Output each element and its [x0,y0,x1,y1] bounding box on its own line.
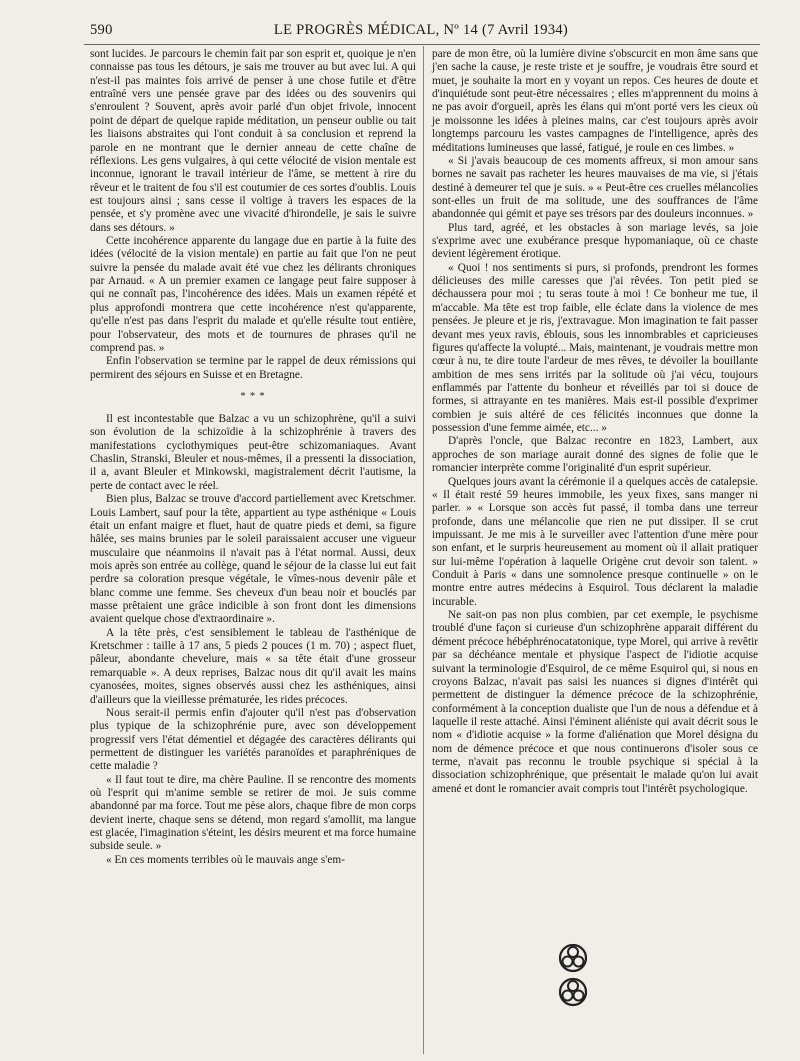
right-column [432,48,758,796]
fleuron-icon [558,977,588,1007]
paragraph: Ne sait-on pas non plus combien, par cet exemple, le psychisme troublé d'une façon si curieuse d'un schizophrène apparait différent du dément précoce hébéphrénocatatonique, type Morel, qui arrive à revêtir par sa déchéance mentale et physique l'aspect de l'idiotie acquise suivant la terminologie d'Esquirol, de ce même Esquirol qui, si nous en croyons Balzac, n'avait pas saisi les nuances si dignes d'intérêt qui permettent de distinguer la démence précoce de la schizophrénie, conformément à la conception dualiste que l'un de nous a défendue et à laquelle il reste attaché. Ainsi l'éminent aliéniste qui avait décrit sous le nom « d'idiotie acquise » la forme d'aliénation que Morel désigna du nom de démence précoce et que nous continuerons d'isoler sous ce terme, n'avait pas reconnu le trouble psychique si spécial à la dissociation schizophrénique, que présentait le malade qu'on lui avait amené et dont le romancier avait compris tout l'intérêt psychologique. [432,609,758,795]
paragraph: Enfin l'observation se termine par le rappel de deux rémissions qui permirent des séjours en Suisse et en Bretagne. [90,355,416,381]
journal-title: LE PROGRÈS MÉDICAL, Nº 14 (7 Avril 1934) [273,22,569,38]
section-separator: * * * [240,390,266,402]
paragraph: « Si j'avais beaucoup de ces moments affreux, si mon amour sans bornes ne savait pas racheter les heures mauvaises de ma vie, si j'étais destiné à demeurer tel que je suis. » « Peut-être ces cruelles mélancolies sont-elles un fruit de ma solitude, une des souffrances de l'âme abandonnée qui gémit et paye ses trésors par des douleurs inconnues. » [432,154,758,221]
paragraph: Il est incontestable que Balzac a vu un schizophrène, qu'il a suivi son évolution de la schizoïdie à la schizophrénie à travers des manifestations cyclothymiques peut-être schizomaniaques. Avant Chaslin, Stranski, Bleuler et nous-mêmes, il a pressenti la dissociation, il a, avant Bleuler et Minkowski, magistralement décrit l'autisme, la perte de contact avec le réel. [90,412,416,492]
paragraph: « Il faut tout te dire, ma chère Pauline. Il se rencontre des moments où l'esprit qui m'anime semble se retirer de moi. Je suis comme abandonné par ma force. Tout me pèse alors, chaque fibre de mon corps devient inerte, chaque sens se détend, mon regard s'amollit, ma langue est glacée, l'imagination s'éteint, les désirs meurent et ma force humaine subside seule. » [90,773,416,853]
paragraph: D'après l'oncle, que Balzac recontre en 1823, Lambert, aux approches de son mariage aurait donné des signes de folie que le romancier interprète comme l'originalité d'un esprit supérieur. [432,435,758,475]
page-header [90,22,752,44]
paragraph: Nous serait-il permis enfin d'ajouter qu'il n'est pas d'observation plus typique de la schizophrénie pure, avec son développement progressif vers l'état démentiel et dégagée des caractères délirants qui permettent de distinguer les variétés paranoïdes et paraphréniques de cette maladie ? [90,706,416,773]
paragraph: pare de mon être, où la lumière divine s'obscurcit en mon âme sans que j'en sache la cause, je reste triste et je souffre, je voudrais être sourd et muet, je souhaite la mort en y voyant un repos. Ces heures de doute et d'inquiétude sont peut-être nécessaires ; elles m'apprennent du moins à ne pas avoir d'orgueil, après les élans qui m'ont porté vers les cieux où je moissonne les idées à pleines mains, car c'est toujours après avoir longtemps parcouru les vastes campagnes de l'intelligence, après des méditations lumineuses que lassé, fatigué, je roule en ces limbes. » [432,48,758,154]
paragraph: Bien plus, Balzac se trouve d'accord partiellement avec Kretschmer. Louis Lambert, sauf pour la tête, appartient au type asthénique « Louis était un enfant maigre et fluet, haut de quatre pieds et demi, sa figure hâlée, ses mains brunies par le soleil paraissaient accuser une vigueur musculaire que néanmoins il n'avait pas à l'état normal. Aussi, deux mois après son entrée au collège, quand le séjour de la classe lui eut fait perdre sa coloration presque végétale, le vîmes-nous devenir pâle et blanc comme une femme. Ses cheveux d'un beau noir et bouclés par masse prêtaient une grâce indicible à son front dont les dimensions avaient quelque chose d'extraordinaire ». [90,493,416,626]
paragraph: Cette incohérence apparente du langage due en partie à la fuite des idées (vélocité de la vision mentale) en partie au fait que l'on ne peut suivre la pensée du malade avait été vue chez les délirants chroniques par Arnaud. « A un premier examen ce langage peut faire supposer à qui ne connaît pas, l'incohérence des idées. Mais un examen répété et plus approfondi montrera que cette incohérence n'est qu'apparente, qu'elle n'est pas dans l'esprit du malade et qu'elle résulte tout entière, pour l'observateur, des mots et de tournures de phrases qu'il ne comprend pas. » [90,235,416,354]
fleuron-icon [558,943,588,973]
paragraph: A la tête près, c'est sensiblement le tableau de l'asthénique de Kretschmer : taille à 17 ans, 5 pieds 2 pouces (1 m. 70) ; aspect fluet, pâleur, abondante chevelure, mais « sa tête était d'une grosseur remarquable ». A deux reprises, Balzac nous dit qu'il avait les mains cyanosées, moites, signes observés aussi chez les asthéniques, ainsi d'ailleurs que la vieillesse prématurée, les rides précoces. [90,626,416,706]
paragraph: « En ces moments terribles où le mauvais ange s'em- [106,853,345,866]
paragraph: Plus tard, agréé, et les obstacles à son mariage levés, sa joie s'exprime avec une exubérance presque hypomaniaque, où ce chaste devient légèrement érotique. [432,221,758,261]
end-ornaments [558,943,648,975]
column-divider [423,46,424,1054]
page-number: 590 [90,22,113,38]
left-column [90,48,416,867]
paragraph: sont lucides. Je parcours le chemin fait par son esprit et, quoique je n'en connaisse pas tous les détours, je sais me trouver au but avec lui. A qui n'est-il pas maintes fois arrivé de penser à une chose futile et d'être entraîné vers une pensée grave par des idées ou des souvenirs qui s'enroulent ? Souvent, après avoir parlé d'un objet frivole, innocent point de départ de quelque rapide méditation, un penseur oublie ou tait les liaisons abstraites qui l'ont conduit à sa conclusion et reprend la parole en ne montrant que le dernier anneau de cette chaîne de réflexions. Les gens vulgaires, à qui cette vélocité de vision mentale est inconnue, ignorant le travail intérieur de l'âme, se mettent à rire du rêveur et le traitent de fou s'il est coutumier de ces sortes d'oublis. Louis est toujours ainsi ; sans cesse il voltige à travers les espaces de la pensée, et s'y promène avec une vivacité d'hirondelle, je sais le suivre dans ses détours. » [90,48,416,234]
paragraph: « Quoi ! nos sentiments si purs, si profonds, prendront les formes délicieuses des mille caresses que j'ai rêvées. Ton petit pied se déchaussera pour moi ; tu seras toute à moi ! Ce bonheur me tue, il m'accable. Ma tête est trop faible, elle éclate dans la violence de mes pensées. Je pleure et je ris, j'extravague. Mon imagination te fait passer devant mes yeux ravis, éblouis, sous les innombrables et capricieuses figures qu'affecte la volupté... Mais, maintenant, je voudrais mettre mon cœur à nu, te dire toute l'ardeur de mes rêves, te dévoiler la bouillante ambition de mes sens irrités par la solitude où j'ai vécu, toujours enflammés par l'attente du bonheur et réveillés par toi si douce de formes, si attrayante en tes manières. Mais est-il possible d'exprimer combien je suis altéré de ces félicités inconnues que donne la possession d'une femme aimée, etc... » [432,261,758,435]
header-rule [84,44,760,45]
paragraph: Quelques jours avant la cérémonie il a quelques accès de catalepsie. « Il était resté 59 heures immobile, les yeux fixes, sans manger ni parler. » « Lorsque son accès fut passé, il tomba dans une terreur profonde, dans une mélancolie que rien ne put dissiper. Il se crut impuissant. Je me mis à le surveiller avec l'attention d'une mère pour son enfant, et le surpris heureusement au moment où il allait pratiquer sur lui-même l'opération à laquelle Origène crut devoir son talent. » Conduit à Paris « dans une somnolence presque continuelle » on le montre entre autres médecins à Esquirol. Tous déclarent la maladie incurable. [432,475,758,608]
